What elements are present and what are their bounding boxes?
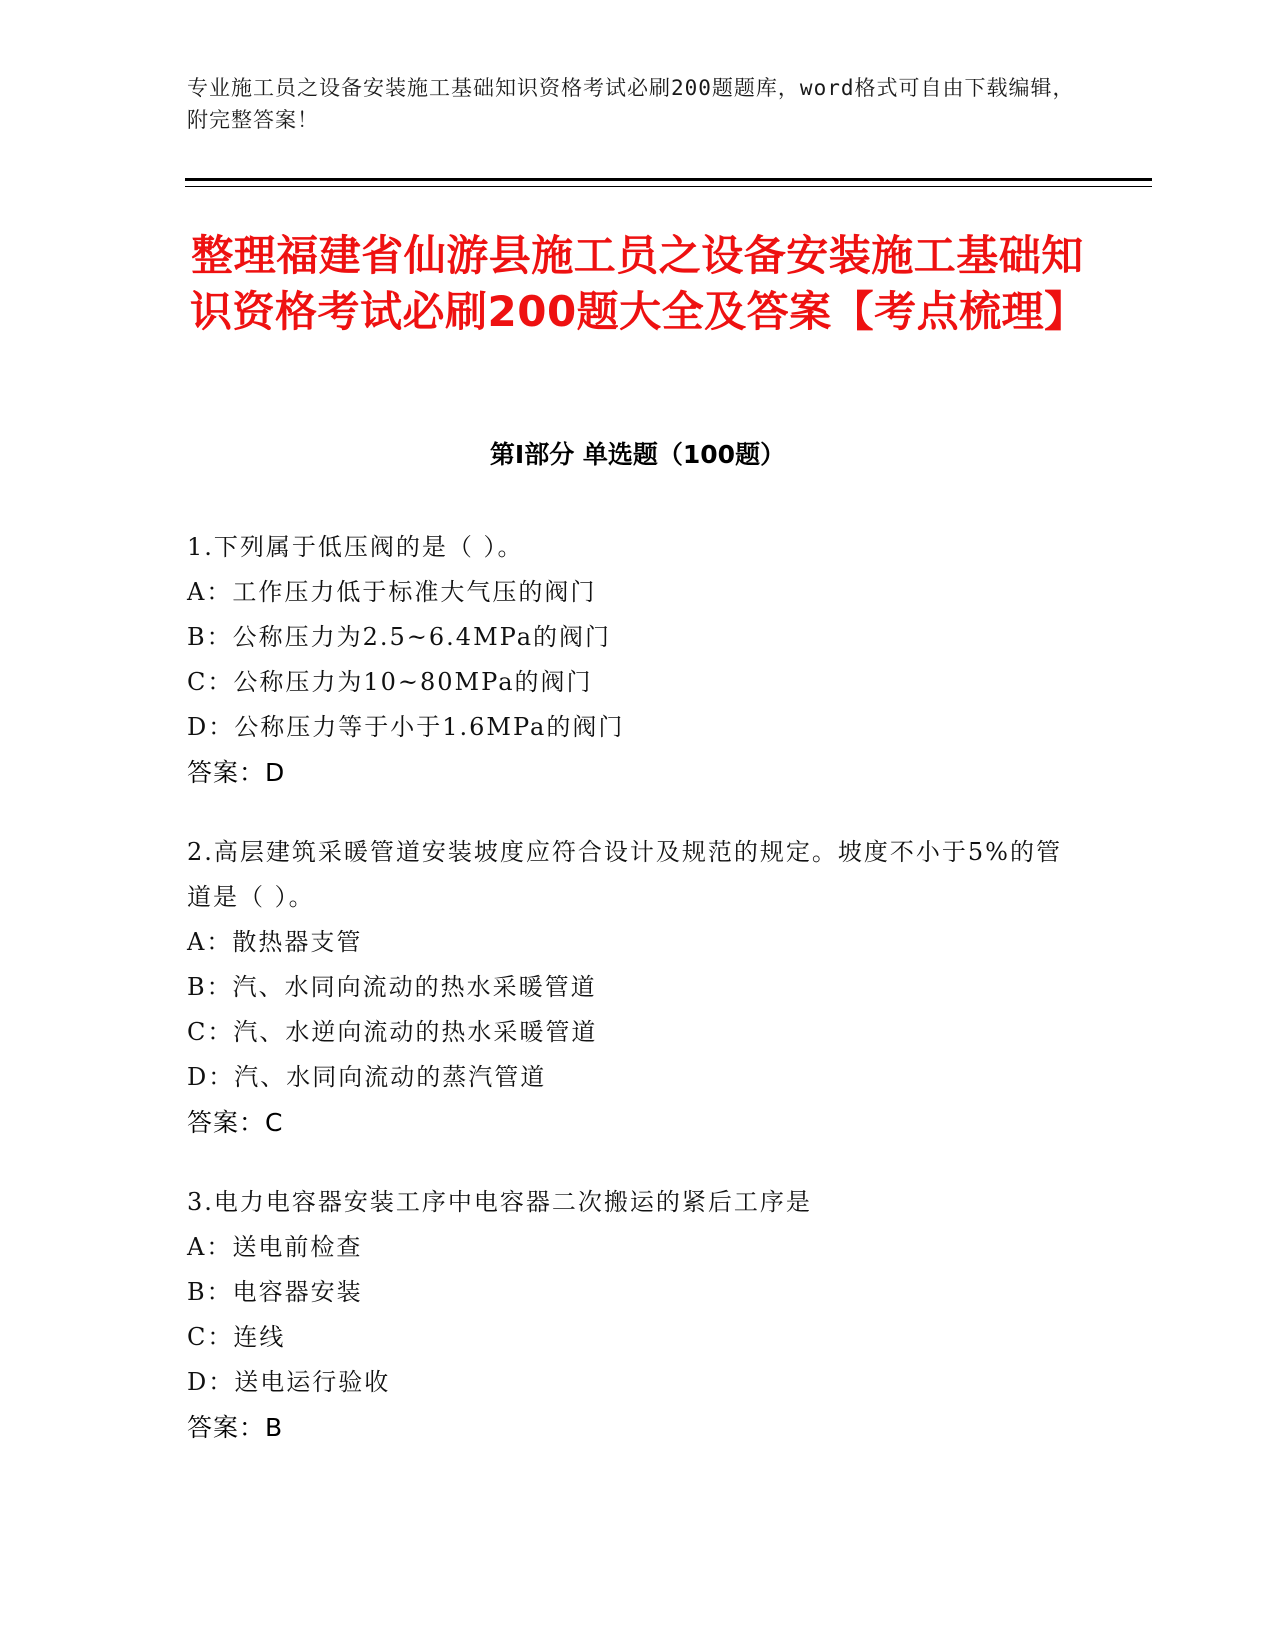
question-stem: 2.高层建筑采暖管道安装坡度应符合设计及规范的规定。坡度不小于5%的管道是（ ）。 xyxy=(187,838,1062,911)
option-c: C：连线 xyxy=(187,1323,286,1351)
question-2 xyxy=(187,830,1067,1145)
question-stem: 1.下列属于低压阀的是（ ）。 xyxy=(187,533,524,561)
question-3 xyxy=(187,1180,1067,1450)
section-title: 第Ⅰ部分 单选题（100题） xyxy=(489,440,786,469)
option-a: A：送电前检查 xyxy=(187,1233,363,1261)
question-stem: 3.电力电容器安装工序中电容器二次搬运的紧后工序是 xyxy=(187,1188,812,1216)
option-d: D：公称压力等于小于1.6MPa的阀门 xyxy=(187,713,625,741)
option-c: C：汽、水逆向流动的热水采暖管道 xyxy=(187,1018,598,1046)
header-divider-thick xyxy=(185,178,1152,181)
option-d: D：汽、水同向流动的蒸汽管道 xyxy=(187,1063,547,1091)
option-b: B：公称压力为2.5~6.4MPa的阀门 xyxy=(187,623,612,651)
header-note: 专业施工员之设备安装施工基础知识资格考试必刷200题题库，word格式可自由下载编辑，附完整答案！ xyxy=(187,76,1075,132)
header-divider-thin xyxy=(185,186,1152,187)
option-b: B：电容器安装 xyxy=(187,1278,363,1306)
option-a: A：散热器支管 xyxy=(187,928,363,956)
answer-line: 答案：B xyxy=(187,1413,284,1442)
option-c: C：公称压力为10~80MPa的阀门 xyxy=(187,668,593,696)
question-1 xyxy=(187,525,1067,795)
answer-line: 答案：D xyxy=(187,758,286,787)
option-a: A：工作压力低于标准大气压的阀门 xyxy=(187,578,597,606)
answer-line: 答案：C xyxy=(187,1108,284,1137)
question-list xyxy=(187,525,1067,1485)
option-b: B：汽、水同向流动的热水采暖管道 xyxy=(187,973,597,1001)
document-title: 整理福建省仙游县施工员之设备安装施工基础知识资格考试必刷200题大全及答案【考点梳理】 xyxy=(190,231,1087,336)
option-d: D：送电运行验收 xyxy=(187,1368,391,1396)
